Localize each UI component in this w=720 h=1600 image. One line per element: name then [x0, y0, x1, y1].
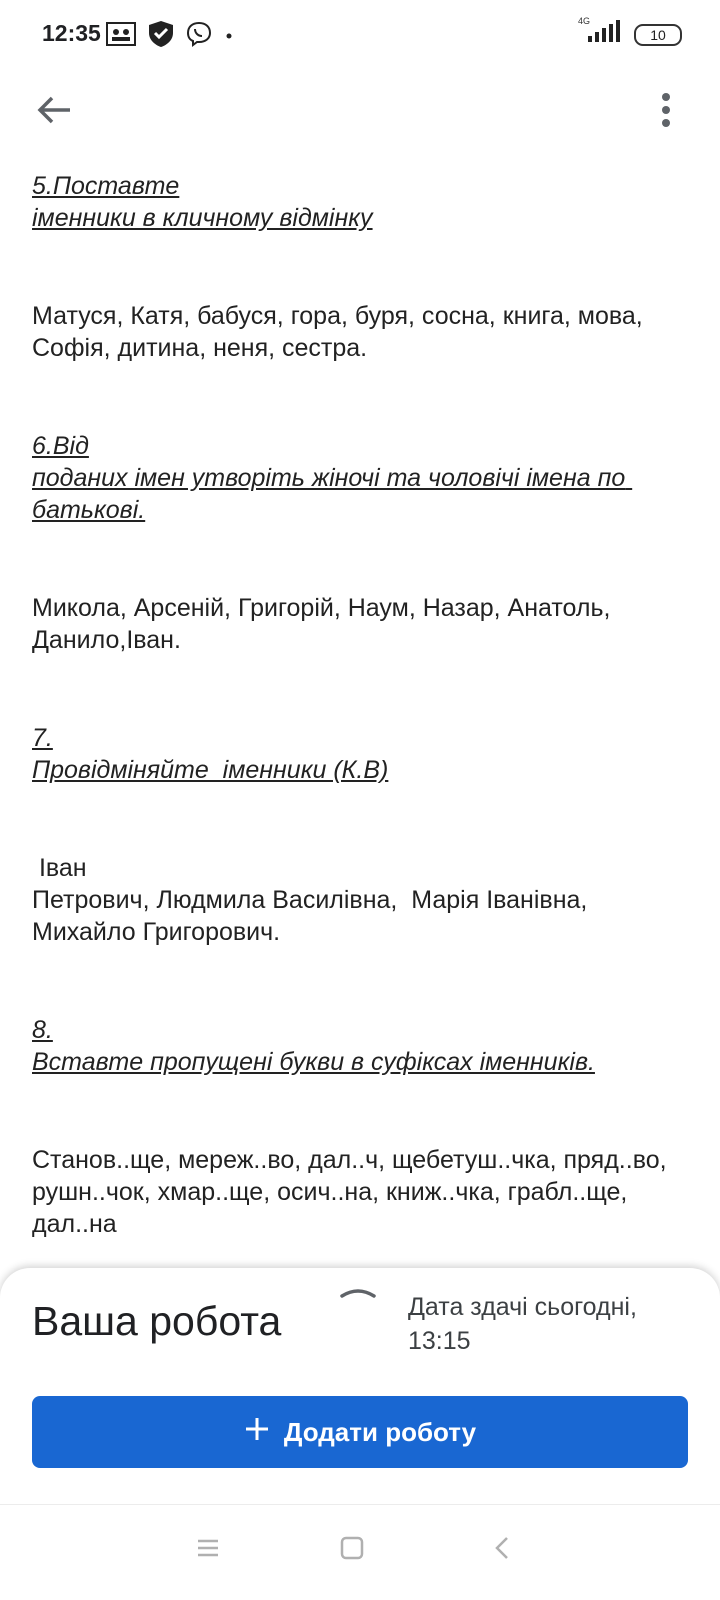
task-body-5: Матуся, Катя, бабуся, гора, буря, сосна, книга, мова, Софія, дитина, неня, сестра. [32, 302, 650, 362]
signal-icon [578, 16, 622, 49]
task-body-8: Станов..ще, мереж..во, дал..ч, щебетуш..чка, пряд..во, рушн..чок, хмар..ще, осич..на, книж..чка, грабл..ще, дал..на [32, 1146, 674, 1238]
add-work-button[interactable] [32, 1396, 688, 1468]
your-work-title: Ваша робота [32, 1298, 282, 1344]
home-button[interactable] [332, 1530, 372, 1570]
task-body-7: Іван Петрович, Людмила Василівна, Марія Іванівна, Михайло Григорович. [32, 854, 588, 946]
status-right [578, 16, 682, 49]
sheet-expand-handle[interactable] [338, 1282, 378, 1302]
plus-icon [244, 1416, 270, 1449]
task-body-6: Микола, Арсеній, Григорій, Наум, Назар, Анатоль, Данило,Іван. [32, 594, 618, 654]
teams-icon [106, 22, 136, 51]
status-bar [0, 0, 720, 70]
task-heading-8: 8. Вставте пропущені букви в суфіксах іменників. [32, 1016, 595, 1076]
add-work-label: Додати роботу [283, 1416, 477, 1447]
recent-apps-button[interactable] [188, 1530, 228, 1570]
task-heading-6: 6.Від поданих імен утворіть жіночі та чоловічі імена по батькові. [32, 432, 626, 524]
task-heading-5: 5.Поставте іменники в кличному відмінку [32, 172, 373, 232]
system-nav-bar [0, 1504, 720, 1600]
your-work-sheet [0, 1268, 720, 1600]
arrow-left-icon [36, 95, 72, 130]
back-button[interactable] [30, 88, 78, 136]
more-vertical-icon [661, 93, 671, 132]
home-square-icon [340, 1536, 364, 1565]
shield-icon [148, 20, 174, 53]
assignment-description [32, 170, 692, 1240]
battery-indicator: 10 [634, 24, 682, 46]
chevron-up-icon [338, 1289, 378, 1306]
task-heading-7: 7. Провідміняйте іменники (К.В) [32, 724, 389, 784]
back-chevron-icon [494, 1535, 510, 1566]
dot-icon [224, 28, 234, 46]
viber-icon [186, 21, 212, 52]
network-label: 4G [578, 16, 591, 26]
status-time: 12:35 [42, 20, 101, 46]
status-icons [106, 20, 234, 53]
more-options-button[interactable] [642, 88, 690, 136]
app-bar [0, 70, 720, 150]
due-date: Дата здачі сьогодні, 13:15 [408, 1293, 637, 1355]
menu-icon [196, 1538, 220, 1563]
system-back-button[interactable] [482, 1530, 522, 1570]
